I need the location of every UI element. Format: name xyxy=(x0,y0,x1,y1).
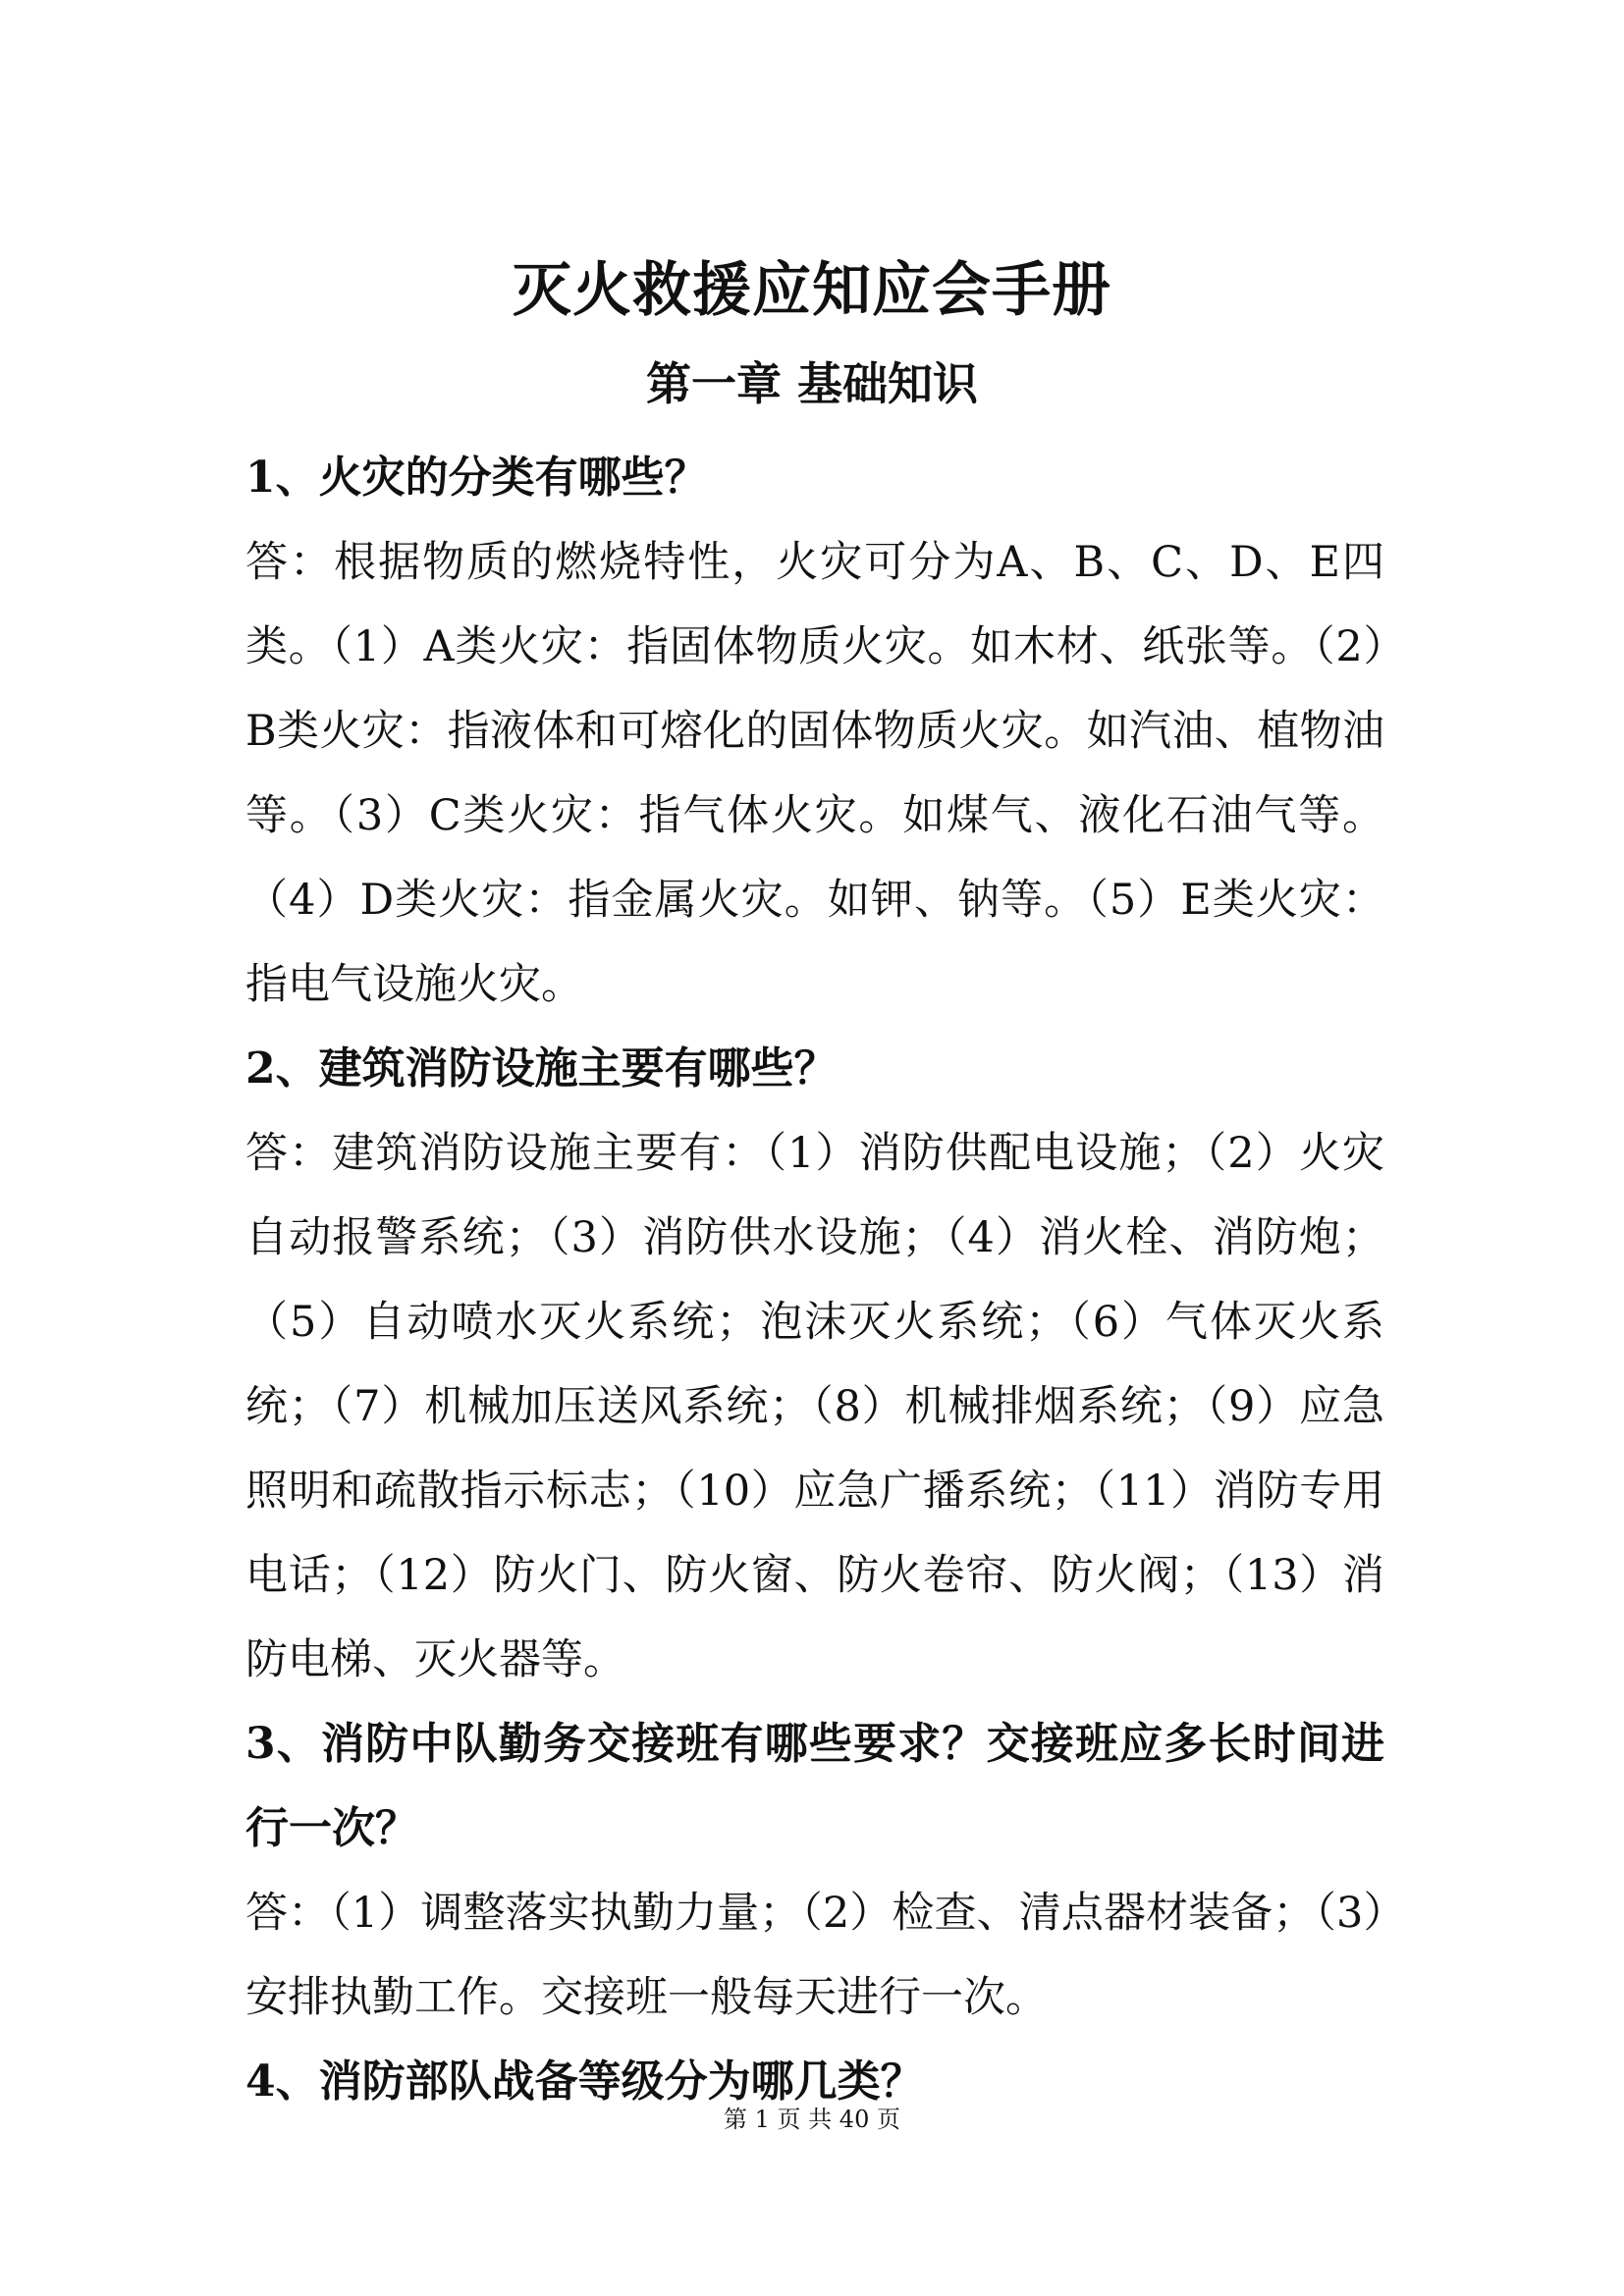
question-3: 3、消防中队勤务交接班有哪些要求？交接班应多长时间进行一次？ xyxy=(245,1719,1384,1853)
chapter-heading: 第一章 基础知识 xyxy=(645,357,978,410)
question-1: 1、火灾的分类有哪些？ xyxy=(245,453,708,503)
answer-3: 答：（1）调整落实执勤力量；（2）检查、清点器材装备；（3）安排执勤工作。交接班一般每天进行一次。 xyxy=(245,1889,1384,2022)
document-body xyxy=(245,436,1384,2124)
document-title: 灭火救援应知应会手册 xyxy=(513,256,1111,325)
question-2: 2、建筑消防设施主要有哪些？ xyxy=(245,1043,838,1094)
answer-2: 答：建筑消防设施主要有：（1）消防供配电设施；（2）火灾自动报警系统；（3）消防供水设施；（4）消火栓、消防炮；（5）自动喷水灭火系统；泡沫灭火系统；（6）气体灭火系统；（7）机械加压送风系统；（8）机械排烟系统；（9）应急照明和疏散指示标志；（10）应急广播系统；（11）消防专用电话；（12）防火门、防火窗、防火卷帘、防火阀；（13）消防电梯、灭火器等。 xyxy=(245,1129,1384,1684)
page-footer: 第 1 页 共 40 页 xyxy=(724,2106,900,2133)
question-4: 4、消防部队战备等级分为哪几类？ xyxy=(245,2056,924,2107)
answer-1: 答：根据物质的燃烧特性，火灾可分为A、B、C、D、E四类。（1）A类火灾：指固体物质火灾。如木材、纸张等。（2）B类火灾：指液体和可熔化的固体物质火灾。如汽油、植物油等。（3）C类火灾：指气体火灾。如煤气、液化石油气等。（4）D类火灾：指金属火灾。如钾、钠等。（5）E类火灾：指电气设施火灾。 xyxy=(245,538,1384,1009)
